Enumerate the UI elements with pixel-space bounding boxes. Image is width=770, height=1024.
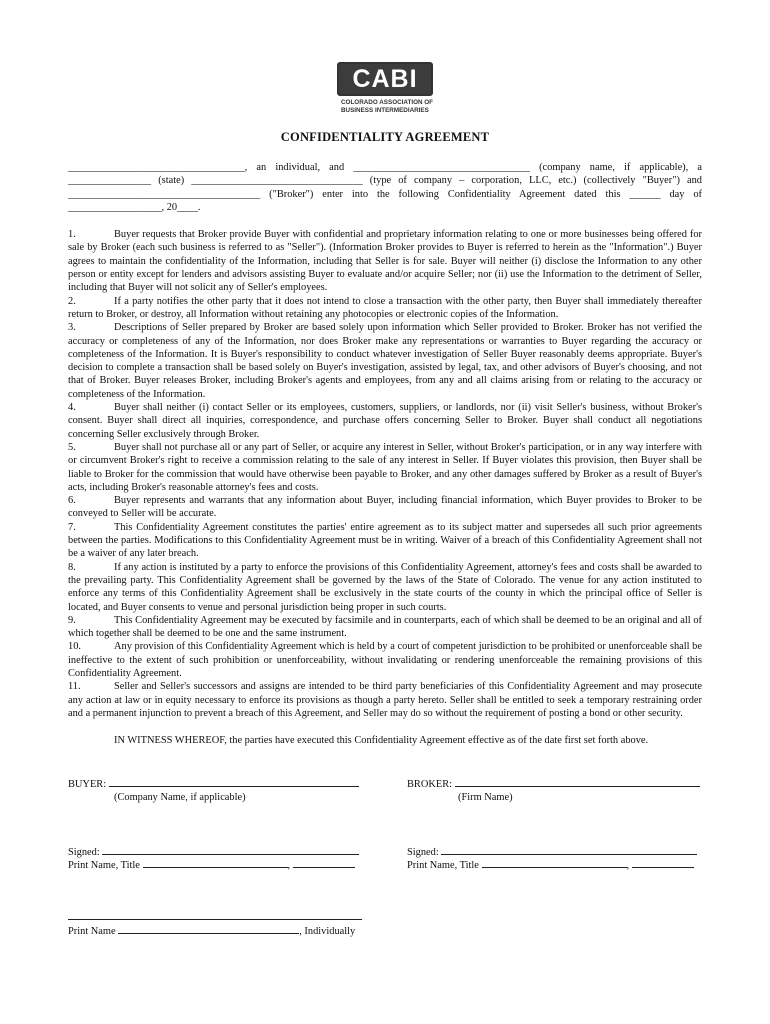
agreement-paragraph (68, 494, 702, 521)
buyer-title-field[interactable] (293, 858, 355, 868)
print-title-label: Print Name, Title (407, 860, 479, 871)
paragraph-text: This Confidentiality Agreement constitutes the parties' entire agreement as to its subject matter and supersedes all such prior agreements between the parties. Modifications to this Confidentiality Agreement must be in writing. Waiver of a breach of this Confidentiality Agreement shall not be a waiver of any later breach. (68, 521, 702, 560)
buyer-company-field[interactable] (109, 777, 359, 787)
paragraph-text: Descriptions of Seller prepared by Broker are based solely upon information which Seller provided to Broker. Broker has not verified the accuracy or completeness of any of the Information, nor does Broker make any representations or warranties to Buyer regarding the accuracy or completeness of the Information. It is Buyer's responsibility to conduct whatever investigation of Seller Buyer reasonably deems appropriate. Buyer's decision to complete a transaction shall be based solely on Buyer's investigation, assisted by legal, tax, and other advisors of Buyer's choosing, and not that of Broker. Buyer releases Broker, including Broker's agents and employees, from any and all claims arising from or relating to the accuracy or completeness of the Information. (68, 322, 702, 400)
individually-label: , Individually (299, 926, 356, 937)
broker-title-field[interactable] (632, 858, 694, 868)
agreement-body (68, 161, 702, 747)
buyer-sub-label: (Company Name, if applicable) (114, 792, 246, 803)
intro-block (68, 161, 702, 214)
paragraph-number: 5. (68, 441, 76, 453)
buyer-line (68, 777, 359, 791)
agreement-paragraph (68, 321, 702, 401)
broker-line (407, 777, 700, 791)
logo-subtitle (341, 99, 433, 114)
numbered-paragraphs (68, 228, 702, 720)
paragraph-text: This Confidentiality Agreement may be executed by facsimile and in counterparts, each of which shall be deemed to be an original and all of which together shall be deemed to be one and the same instrument. (68, 614, 702, 640)
signed-label: Signed: (68, 847, 100, 858)
buyer-print-line: Print Name, Title , (68, 858, 355, 872)
agreement-paragraph (68, 521, 702, 561)
logo-subtitle-line2: BUSINESS INTERMEDIARIES (341, 106, 429, 114)
signed-label: Signed: (407, 847, 439, 858)
paragraph-text: Buyer requests that Broker provide Buyer with confidential and proprietary information relating to one or more businesses being offered for sale by Broker (each such business is referred to as "Seller"). (Information Broker provides to Buyer is referred to herein as the "Information".) Buyer agrees to maintain the confidentiality of the Information, including that Seller is for sale. Buyer will neither (i) disclose the Information to any other person or entity except for lenders and advisors assisting Buyer to evaluate and/or acquire Seller; nor (ii) use the Information to the detriment of Seller, including that Buyer will not solicit any of Seller's employees. (68, 229, 702, 294)
intro-line: __________________, 20____. (68, 201, 201, 213)
paragraph-number: 9. (68, 614, 76, 626)
paragraph-text: Seller and Seller's successors and assigns are intended to be third party beneficiaries of this Confidentiality Agreement and may prosecute any action at law or in equity necessary to enforce its provisions as though a party hereto. Seller shall be entitled to seek a temporary restraining order and a permanent injunction to prevent a breach of this Agreement, and Seller may do so without the requirement of posting a bond or other security. (68, 681, 702, 719)
cabi-logo (337, 62, 433, 116)
intro-line: __________________________________, an individual, and __________________________________ (company name, if applicable), a (68, 162, 702, 173)
paragraph-number: 2. (68, 295, 76, 307)
buyer-label: BUYER: (68, 779, 107, 790)
paragraph-number: 1. (68, 229, 76, 241)
logo-mark: CABI (337, 62, 433, 96)
broker-signature-field[interactable] (441, 845, 697, 855)
paragraph-number: 4. (68, 402, 76, 414)
paragraph-text: Buyer shall neither (i) contact Seller or its employees, customers, suppliers, or landlords, nor (ii) visit Seller's business, without Broker's consent. Buyer shall direct all inquiries, correspondence, and purchase offers concerning Seller to Broker. Buyer shall conduct all negotiations concerning Seller exclusively through Broker. (68, 402, 702, 440)
broker-print-line: Print Name, Title , (407, 858, 694, 872)
paragraph-number: 10. (68, 641, 81, 653)
broker-print-name-field[interactable] (482, 858, 627, 868)
paragraph-text: If any action is instituted by a party to enforce the provisions of this Confidentiality Agreement, attorney's fees and costs shall be awarded to the prevailing party. This Confidentiality Agreement shall be governed by the laws of the State of Colorado. The venue for any action instituted to enforce any terms of this Confidentiality Agreement shall be exclusively in the state courts of the county in which the principal office of Seller is located, and Buyer consents to venue and personal jurisdiction being proper in such courts. (68, 561, 702, 613)
agreement-paragraph (68, 561, 702, 614)
witness-clause: IN WITNESS WHEREOF, the parties have executed this Confidentiality Agreement effective as of the date first set forth above. (114, 735, 649, 747)
print-title-label: Print Name, Title (68, 860, 140, 871)
logo-subtitle-line1: COLORADO ASSOCIATION OF (341, 99, 434, 106)
individual-print-name-field[interactable] (118, 924, 299, 934)
individual-print-line (68, 924, 355, 938)
paragraph-text: Any provision of this Confidentiality Agreement which is held by a court of competent jurisdiction to be prohibited or unenforceable shall be ineffective to the extent of such prohibition or unenforceability, without invalidating or rendering unenforceable the remaining provisions of this Confidentiality Agreement. (68, 641, 702, 679)
paragraph-number: 8. (68, 561, 76, 573)
agreement-paragraph (68, 614, 702, 641)
individual-signature-field[interactable] (68, 919, 362, 920)
agreement-paragraph (68, 680, 702, 720)
print-name-label: Print Name (68, 926, 116, 937)
broker-label: BROKER: (407, 779, 453, 790)
paragraph-text: Buyer represents and warrants that any information about Buyer, including financial information, which Buyer provides to Broker to be conveyed to Seller will be accurate. (68, 495, 702, 520)
agreement-paragraph (68, 640, 702, 680)
buyer-signature-field[interactable] (102, 845, 359, 855)
agreement-paragraph (68, 401, 702, 441)
agreement-paragraph (68, 295, 702, 322)
agreement-paragraph (68, 228, 702, 294)
paragraph-text: If a party notifies the other party that it does not intend to close a transaction with the other party, then Buyer shall immediately thereafter return to Broker, or destroy, all Information without retaining any photocopies or electronic copies of the Information. (68, 295, 702, 320)
broker-sub-label: (Firm Name) (458, 792, 513, 803)
paragraph-text: Buyer shall not purchase all or any part of Seller, or acquire any interest in Seller, without Broker's participation, or in any way interfere with or circumvent Broker's right to receive a commission relating to the sale of any interest in Seller. If Buyer violates this provision, then Buyer shall be liable to Broker for the commission that would have otherwise been payable to Broker, and any other damages suffered by Broker as a result of Buyer's acts, including Broker's reasonable attorney's fees and costs. (68, 441, 702, 493)
intro-line: _____________________________________ ("Broker") enter into the following Confidentiality Agreement dated this ______ day of (68, 188, 702, 200)
buyer-print-name-field[interactable] (143, 858, 288, 868)
intro-line: ________________ (state) _________________________________ (type of company – corporation, LLC, etc.) (collectively "Buyer") and (68, 175, 702, 187)
broker-firm-field[interactable] (455, 777, 700, 787)
agreement-paragraph (68, 441, 702, 494)
paragraph-number: 6. (68, 495, 76, 507)
document-title: CONFIDENTIALITY AGREEMENT (280, 130, 490, 144)
paragraph-number: 3. (68, 322, 76, 334)
paragraph-number: 7. (68, 521, 76, 533)
paragraph-number: 11. (68, 681, 81, 693)
